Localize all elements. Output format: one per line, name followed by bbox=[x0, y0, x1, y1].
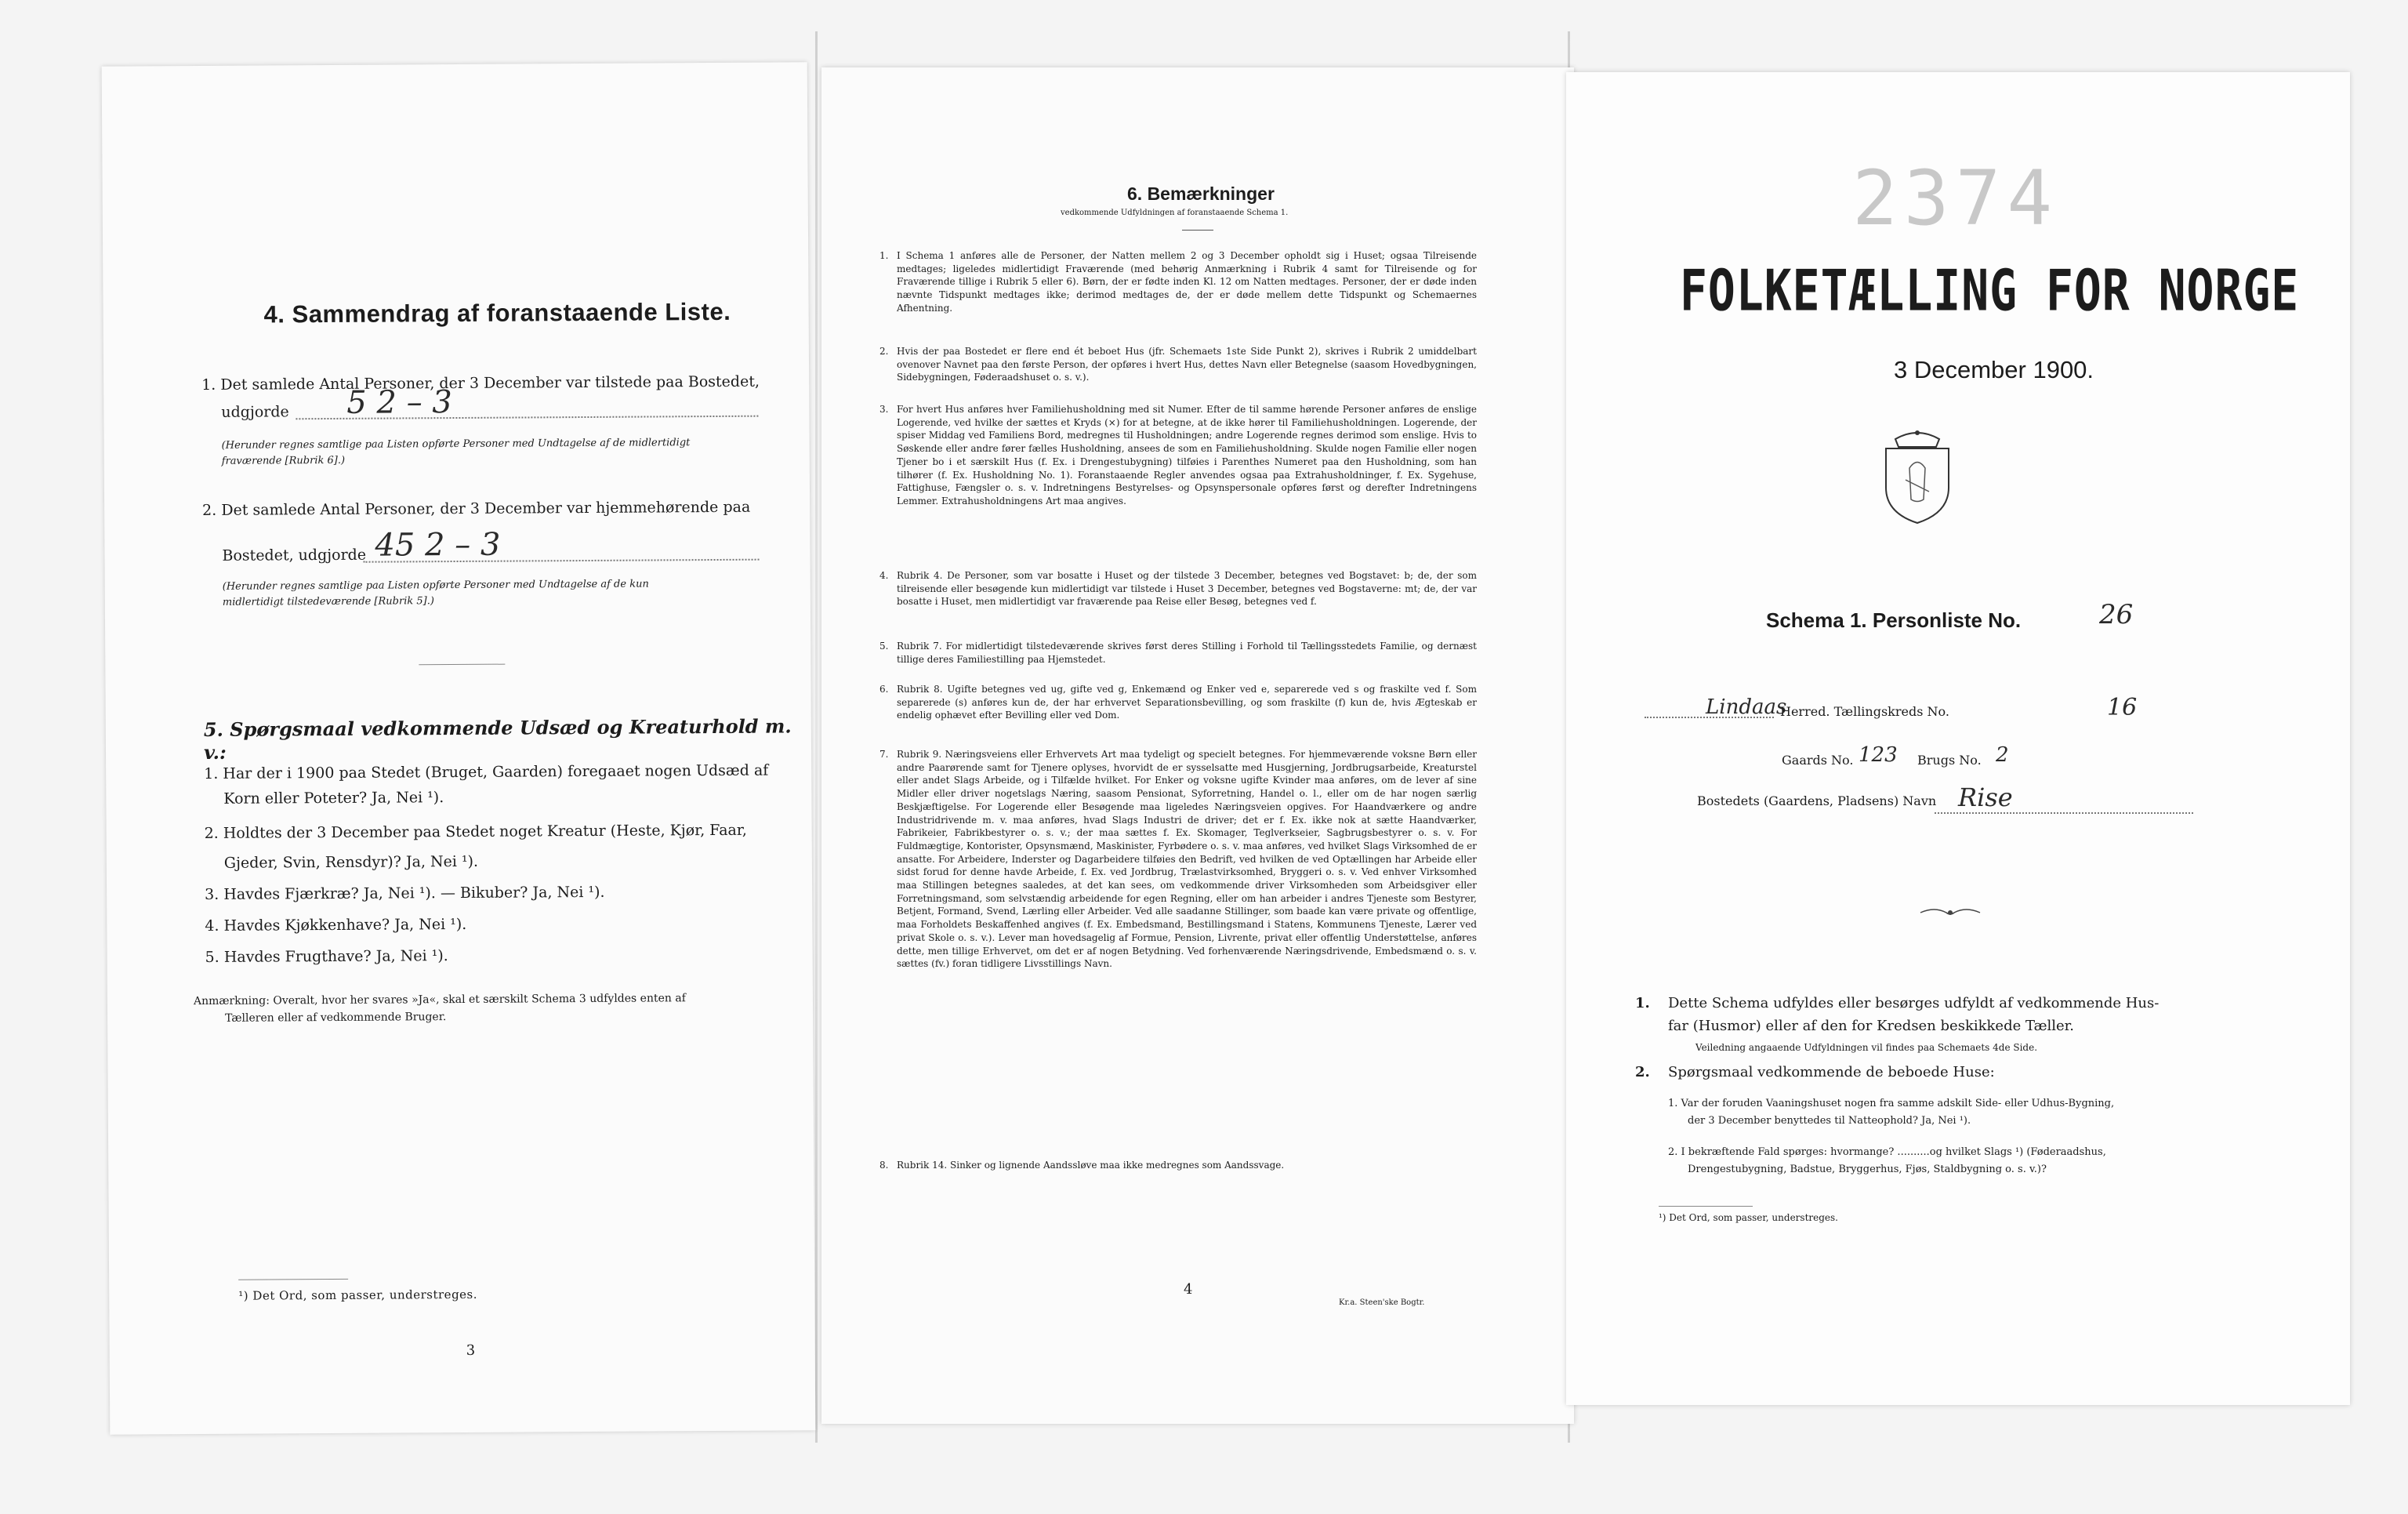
q2-line1: 2. I bekræftende Fald spørges: hvormange? ..........og hvilket Slags ¹) (Føderaadshus, bbox=[1668, 1146, 2106, 1158]
item1-line2-prefix: udgjorde bbox=[221, 403, 289, 421]
q3: 3. Havdes Fjærkræ? Ja, Nei ¹). — Bikuber? Ja, Nei ¹). bbox=[205, 883, 605, 903]
section4-title: 4. Sammendrag af foranstaaende Liste. bbox=[263, 297, 731, 329]
remark-number: 4. bbox=[879, 570, 889, 581]
section-divider bbox=[419, 664, 505, 666]
remark-number: 2. bbox=[879, 346, 889, 357]
bosted-hand: Rise bbox=[1958, 782, 2013, 812]
bosted-dotline bbox=[1935, 812, 2193, 814]
left-page bbox=[102, 62, 816, 1434]
kreds-hand: 16 bbox=[2107, 694, 2138, 721]
gaards-label: Gaards No. bbox=[1782, 753, 1854, 768]
instr2-number: 2. bbox=[1635, 1064, 1650, 1080]
footnote-rule bbox=[238, 1279, 348, 1280]
brugs-label: Brugs No. bbox=[1917, 753, 1982, 768]
schema-label: Schema 1. Personliste No. bbox=[1766, 608, 2022, 632]
remark-item bbox=[879, 748, 1477, 971]
q2-line2: Drengestubygning, Badstue, Bryggerhus, Fjøs, Staldbygning o. s. v.)? bbox=[1688, 1164, 2047, 1175]
q2-line2: Gjeder, Svin, Rensdyr)? Ja, Nei ¹). bbox=[223, 852, 479, 872]
coat-of-arms-icon bbox=[1878, 425, 1956, 527]
instr1-line1: Dette Schema udfyldes eller besørges udfyldt af vedkommende Hus- bbox=[1668, 995, 2160, 1011]
remark-line1: Anmærkning: Overalt, hvor her svares »Ja«, skal et særskilt Schema 3 udfyldes enten af bbox=[193, 992, 686, 1008]
gaards-hand: 123 bbox=[1859, 743, 1898, 767]
remark-number: 7. bbox=[879, 749, 889, 760]
bosted-label: Bostedets (Gaardens, Pladsens) Navn bbox=[1697, 793, 1937, 808]
q2-line1: 2. Holdtes der 3 December paa Stedet noget Kreatur (Heste, Kjør, Faar, bbox=[204, 821, 747, 842]
item1-line1: 1. Det samlede Antal Personer, der 3 December var tilstede paa Bostedet, bbox=[201, 372, 760, 394]
item2-note1: (Herunder regnes samtlige paa Listen opførte Personer med Undtagelse af de kun bbox=[222, 578, 649, 593]
remark-number: 8. bbox=[879, 1160, 889, 1171]
instr1-note: Veiledning angaaende Udfyldningen vil findes paa Schemaets 4de Side. bbox=[1695, 1042, 2038, 1053]
remark-line2: Tælleren eller af vedkommende Bruger. bbox=[225, 1011, 447, 1025]
schema-hand-value: 26 bbox=[2099, 599, 2134, 630]
remark-text: Rubrik 8. Ugifte betegnes ved ug, gifte ved g, Enkemænd og Enker ved e, separerede ved s og fraskilte ved f. Som separerede (s) anføres kun de, der har erhvervet Separationsbevilling, og som fraskilte (f) kun de, hvis Ægteskab er endelig ophævet efter Bevilling eller ved Dom. bbox=[897, 684, 1477, 721]
archive-number: 2374 bbox=[1852, 154, 2059, 242]
q1-line2: Korn eller Poteter? Ja, Nei ¹). bbox=[223, 789, 444, 808]
item2-note2: midlertidigt tilstedeværende [Rubrik 5].) bbox=[222, 595, 434, 608]
item2-line2-prefix: Bostedet, udgjorde bbox=[222, 546, 367, 565]
herred-label: Herred. Tællingskreds No. bbox=[1780, 704, 1949, 719]
q4: 4. Havdes Kjøkkenhave? Ja, Nei ¹). bbox=[205, 915, 467, 935]
remarks-title: 6. Bemærkninger bbox=[1127, 183, 1275, 204]
item1-note1: (Herunder regnes samtlige paa Listen opførte Personer med Undtagelse af de midlertidigt bbox=[221, 437, 691, 452]
item2-hand-value: 45 2 – 3 bbox=[375, 526, 501, 564]
remark-text: Hvis der paa Bostedet er flere end ét beboet Hus (jfr. Schemaets 1ste Side Punkt 2), skrives i Rubrik 2 umiddelbart ovenover Navnet paa den første Person, der opføres i hvert Hus, dettes Navn eller Betegnelse (saasom Hovedbygningen, Sidebygningen, Føderaadshuset o. s. v.). bbox=[897, 346, 1477, 383]
remark-text: Rubrik 9. Næringsveiens eller Erhvervets Art maa tydeligt og specielt betegnes. For hjemmeværende voksne Børn eller andre Paarørende samt for Tjenere oplyses, hvorvidt de er sysselsatte med Husgjerning, Jordbrugsarbeide, Kreaturstel eller andet Slags Arbeide, og i Tilfælde hvilket. For Enker og voksne ugifte Kvinder maa anføres, om de lever af sine Midler eller driver nogetslags Næring, saasom Pensionat, Syforretning, Handel o. l., eller om de har nogen særlig Beskjæftigelse. For Logerende eller Besøgende maa ligeledes Næringsveien opgives. For Haandværkere og andre Industridrivende m. v. maa anføres, hvad Slags Industri de driver; det er f. Ex. ikke nok at sætte Haandværker, Fabrikeier, Fabrikbestyrer o. s. v.; der maa sættes f. Ex. Skomager, Teglverkseier, Sagbrugsbestyrer o. s. v. For Fuldmægtige, Kontorister, Opsynsmænd, Maskinister, Fyrbødere o. s. v. maa anføres, ved hvilket Slags Virksomhed de er ansatte. For Arbeidere, Inderster og Dagarbeidere tilføies den Bedrift, ved hvilken de ved Optællingen har Arbeide eller sidst forud for denne havde Arbeide, f. Ex. ved Jordbrug, Trælastvirksomhed, Bryggeri o. s. v. Ved enhver Virksomhed maa Stillingen betegnes saaledes, at det kan sees, om vedkommende driver Virksomheden som Arbeidsgiver eller Forretningsmand, som selvstændig arbeidende for egen Regning, eller om han arbeider i andres Tjeneste som Bestyrer, Betjent, Formand, Svend, Lærling eller Arbeider. Ved alle saadanne Stillinger, som baade kan være private og offentlige, maa Forholdets Beskaffenhed angives (f. Ex. Embedsmand, Bestillingsmand i Statens, Kommunens Tjeneste, Lærer ved privat Skole o. s. v.). Lever man hovedsagelig af Formue, Pension, Livrente, privat eller offentlig Understøttelse, anføres dette, men tillige Erhvervet, om det er af nogen Betydning. Ved forhenværende Næringsdrivende, Embedsmænd o. s. v. sættes (fv.) foran tidligere Livsstillings Navn. bbox=[897, 749, 1477, 970]
instr2: Spørgsmaal vedkommende de beboede Huse: bbox=[1668, 1064, 1995, 1080]
q1-line2: der 3 December benyttedes til Natteophold? Ja, Nei ¹). bbox=[1688, 1115, 1971, 1127]
remark-text: Rubrik 4. De Personer, som var bosatte i Huset og der tilstede 3 December, betegnes ved Bogstavet: b; de, der som tilreisende eller besøgende kun midlertidigt var tilstede i Huset 3 December, betegnes ved Bogstaverne: mt; de, der var bosatte i Huset, men midlertidigt var fraværende paa Reise eller Besøg, betegnes ved f. bbox=[897, 570, 1477, 608]
q1-line1: 1. Har der i 1900 paa Stedet (Bruget, Gaarden) foregaaet nogen Udsæd af bbox=[204, 761, 769, 782]
title-underline bbox=[1182, 230, 1213, 231]
remark-item bbox=[879, 1159, 1477, 1172]
remark-item bbox=[879, 249, 1477, 315]
instr1-number: 1. bbox=[1635, 995, 1650, 1011]
q1-line1: 1. Var der foruden Vaaningshuset nogen fra samme adskilt Side- eller Udhus-Bygning, bbox=[1668, 1098, 2115, 1109]
page-number: 4 bbox=[1184, 1281, 1193, 1298]
footnote: ¹) Det Ord, som passer, understreges. bbox=[1659, 1212, 1838, 1223]
main-title: FOLKETÆLLING FOR NORGE bbox=[1680, 257, 2300, 324]
remark-number: 6. bbox=[879, 684, 889, 695]
footnote-rule bbox=[1659, 1206, 1753, 1207]
item1-note2: fraværende [Rubrik 6].) bbox=[221, 454, 346, 467]
remark-number: 5. bbox=[879, 641, 889, 652]
middle-page bbox=[821, 67, 1574, 1424]
remark-number: 1. bbox=[879, 250, 889, 261]
remarks-subtitle: vedkommende Udfyldningen af foranstaaende Schema 1. bbox=[1061, 209, 1289, 217]
remark-item bbox=[879, 403, 1477, 508]
remark-item bbox=[879, 569, 1477, 608]
main-date: 3 December 1900. bbox=[1894, 356, 2094, 383]
remark-item bbox=[879, 345, 1477, 384]
remark-text: I Schema 1 anføres alle de Personer, der Natten mellem 2 og 3 December opholdt sig i Huset; ogsaa Tilreisende medtages; ligeledes midlertidigt Fraværende (med behørig Anmærkning i Rubrik 4 samt for Tilreisende og for Fraværende tillige i Rubrik 5 eller 6). Børn, der er fødte inden Kl. 12 om Natten medtages. Personer, der er døde inden nævnte Tidspunkt medtages ikke; derimod medtages de, der er døde mellem dette Tidspunkt og Schemaernes Afhentning. bbox=[897, 250, 1477, 314]
remark-text: Rubrik 14. Sinker og lignende Aandssløve maa ikke medregnes som Aandssvage. bbox=[897, 1160, 1285, 1171]
ornament-icon bbox=[1919, 905, 1982, 920]
brugs-hand: 2 bbox=[1996, 743, 2009, 767]
remark-item bbox=[879, 683, 1477, 722]
q5: 5. Havdes Frugthave? Ja, Nei ¹). bbox=[205, 947, 448, 966]
item1-hand-value: 5 2 – 3 bbox=[346, 384, 452, 421]
herred-hand: Lindaas bbox=[1706, 695, 1787, 719]
page-number: 3 bbox=[466, 1342, 476, 1359]
section5-title: 5. Spørgsmaal vedkommende Udsæd og Kreaturhold m. v.: bbox=[203, 714, 792, 764]
remark-text: Rubrik 7. For midlertidigt tilstedeværende skrives først deres Stilling i Forhold til Tællingsstedets Familie, og dernæst tillige deres Familiestilling paa Hjemstedet. bbox=[897, 641, 1477, 665]
remark-item bbox=[879, 640, 1477, 666]
printer-mark: Kr.a. Steen'ske Bogtr. bbox=[1339, 1298, 1425, 1307]
footnote: ¹) Det Ord, som passer, understreges. bbox=[238, 1287, 478, 1303]
remark-number: 3. bbox=[879, 404, 889, 415]
binding-fold-left bbox=[815, 31, 818, 1443]
item2-line1: 2. Det samlede Antal Personer, der 3 December var hjemmehørende paa bbox=[202, 498, 751, 519]
remark-text: For hvert Hus anføres hver Familiehusholdning med sit Numer. Efter de til samme hørende Personer anføres de enslige Logerende, ved hvilke der sættes et Kryds (×) for at betegne, at de ikke hører til Familiehusholdningen. Logerende, der spiser Middag ved Familiens Bord, medregnes til Husholdningen; andre Logerende regnes derimod som enslige. Hvis to Søskende eller andre fører fælles Husholdning, ansees de som en Familiehusholdning. Skulde nogen Familie eller nogen Tjener bo i et særskilt Hus (f. Ex. i Drengestubygning) tilføies i Parenthes Numeret paa den Husholdning, som han tilhører (f. Ex. Husholdning No. 1). Foranstaaende Regler anvendes ogsaa paa Extrahusholdninger, f. Ex. Sygehuse, Fattighuse, Fængsler o. s. v. Indretningens Bestyrelses- og Opsynspersonale opføres først og derefter Indretningens Lemmer. Extrahusholdningens Art maa angives. bbox=[897, 404, 1477, 506]
instr1-line2: far (Husmor) eller af den for Kredsen beskikkede Tæller. bbox=[1668, 1018, 2075, 1034]
right-page bbox=[1566, 72, 2350, 1405]
